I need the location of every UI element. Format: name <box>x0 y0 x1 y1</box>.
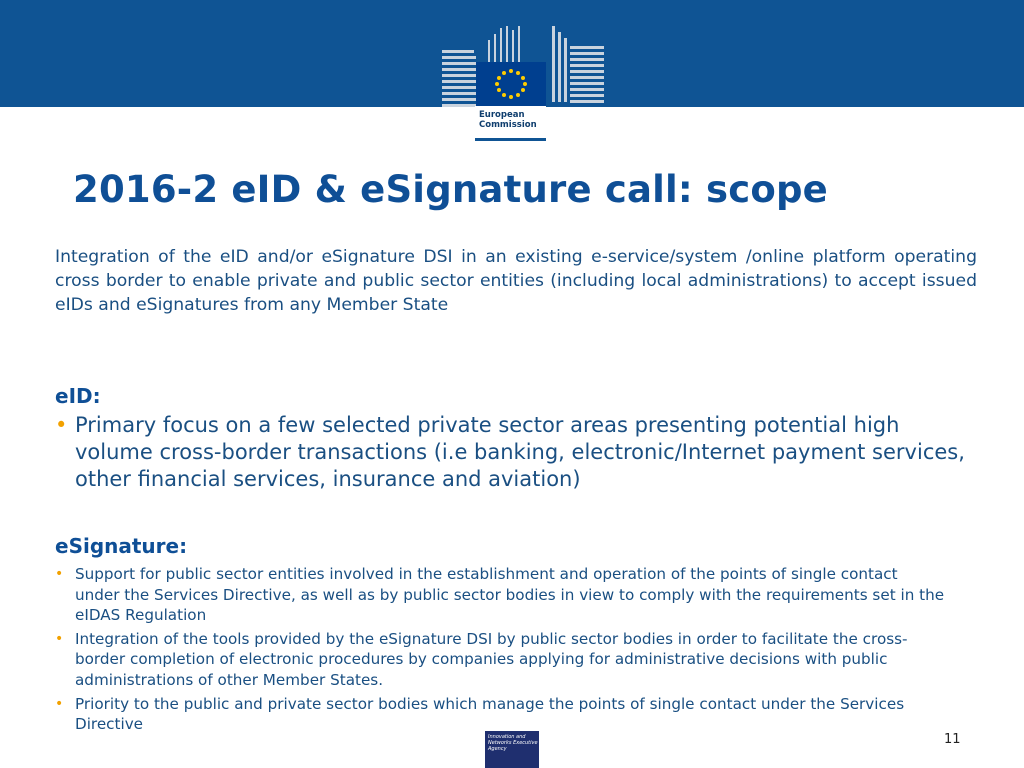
bullet-icon: • <box>55 413 68 437</box>
esignature-item-text: Support for public sector entities involved in the establishment and operation of the points of single contact under the Services Directive, as well as by public sector bodies in view to comply with the requirements set in the eIDAS Regulation <box>75 565 945 625</box>
logo-building-right <box>552 26 604 103</box>
logo-text-line1: European <box>479 110 525 120</box>
logo-text-line2: Commission <box>479 120 537 130</box>
esignature-item-text: Integration of the tools provided by the eSignature DSI by public sector bodies in order to facilitate the cross-border completion of electronic procedures by companies applying for administrative decisions with public administrations of other Member States. <box>75 629 908 689</box>
bullet-icon: • <box>55 630 64 647</box>
bullet-icon: • <box>55 566 64 582</box>
list-item <box>55 564 945 626</box>
eu-flag <box>476 62 546 106</box>
esignature-bullet-list <box>55 564 945 738</box>
logo-underline <box>475 138 546 141</box>
list-item <box>55 694 945 735</box>
list-item <box>55 412 975 493</box>
logo-text <box>479 110 537 130</box>
eid-heading: eID: <box>55 384 101 408</box>
eid-item-text: Primary focus on a few selected private sector areas presenting potential high volume cross-border transactions (i.e banking, electronic/Internet payment services, other financial services, insurance and aviation) <box>75 413 965 491</box>
bullet-icon: • <box>55 695 64 712</box>
esignature-item-text: Priority to the public and private sector bodies which manage the points of single contact under the Services Directive <box>75 694 905 734</box>
inea-logo <box>485 731 539 768</box>
page-number: 11 <box>944 732 961 747</box>
intro-paragraph: Integration of the eID and/or eSignature DSI in an existing e-service/system /online platform operating cross border to enable private and public sector entities (including local administrations) to accept issued eIDs and eSignatures from any Member State <box>55 247 977 315</box>
esignature-heading: eSignature: <box>55 534 188 558</box>
eid-bullet-list <box>55 412 975 493</box>
list-item <box>55 629 945 691</box>
inea-logo-text: Innovation and Networks Executive Agency <box>488 734 538 752</box>
slide-title: 2016-2 eID & eSignature call: scope <box>73 168 828 211</box>
